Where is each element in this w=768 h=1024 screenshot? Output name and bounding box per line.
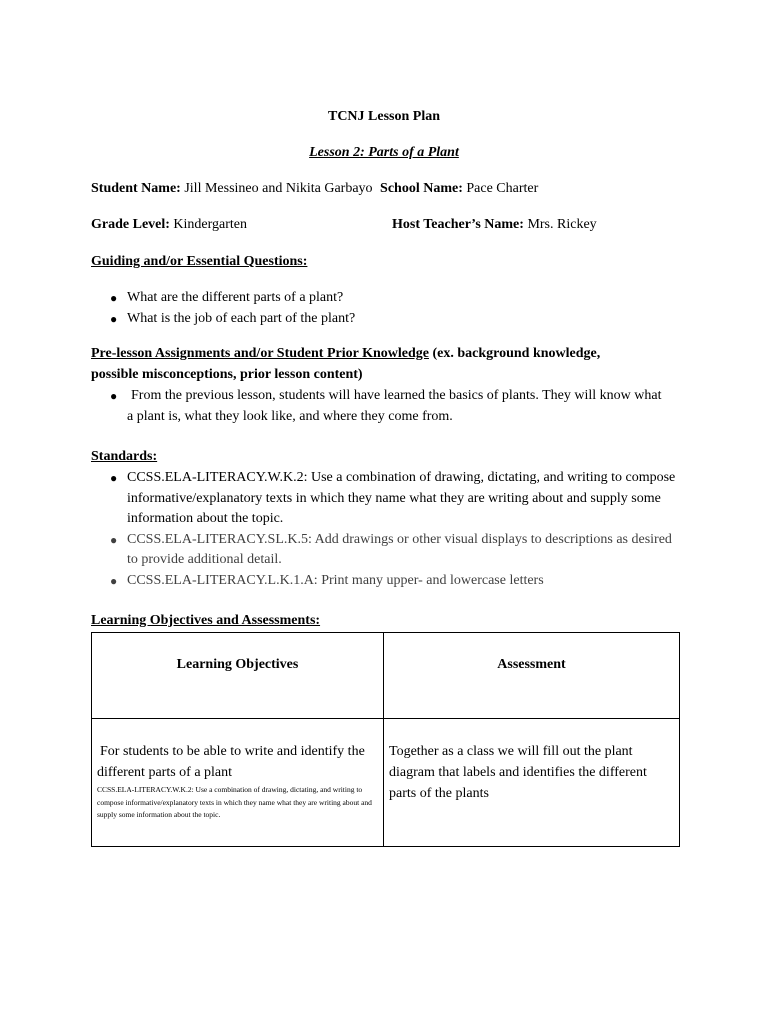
bullet-icon: ● xyxy=(110,311,118,326)
objective-standard-text: CCSS.ELA-LITERACY.W.K.2: Use a combination of drawing, dictating, and writing to compose informative/explanatory texts in which they name what they are writing about and supply some information about the topic. xyxy=(97,785,372,819)
guiding-questions-list xyxy=(110,288,710,329)
list-item: ● CCSS.ELA-LITERACY.W.K.2: Use a combination of drawing, dictating, and writing to compose informative/explanatory texts in which they name what they are writing about and supply some information about the topic. xyxy=(110,470,676,526)
standards-heading: Standards: xyxy=(91,449,158,464)
grade-level-line xyxy=(91,217,247,233)
list-item: ● CCSS.ELA-LITERACY.SL.K.5: Add drawings or other visual displays to descriptions as desired to provide additional detail. xyxy=(110,531,672,567)
bullet-icon: ● xyxy=(110,471,118,485)
objectives-heading: Learning Objectives and Assessments: xyxy=(91,613,321,628)
bullet-icon: ● xyxy=(110,389,118,403)
prelesson-list xyxy=(110,386,670,427)
document-title: TCNJ Lesson Plan xyxy=(327,109,441,124)
objective-text: For students to be able to write and identify the different parts of a plant xyxy=(97,744,365,780)
list-item: ● What is the job of each part of the plant? xyxy=(110,309,710,330)
table-header-row xyxy=(92,633,680,719)
student-name-value: Jill Messineo and Nikita Garbayo xyxy=(184,181,373,196)
grade-level-label: Grade Level: xyxy=(91,217,170,232)
host-teacher-line xyxy=(392,217,597,233)
school-name-value: Pace Charter xyxy=(466,181,539,196)
bullet-icon: ● xyxy=(110,291,118,305)
objective-cell xyxy=(92,719,384,847)
school-name-label: School Name: xyxy=(380,181,463,196)
bullet-icon: ● xyxy=(110,532,118,547)
guiding-questions-heading: Guiding and/or Essential Questions: xyxy=(91,254,308,269)
assessment-cell: Together as a class we will fill out the plant diagram that labels and identifies the different parts of the plants xyxy=(384,719,680,847)
list-item: ● CCSS.ELA-LITERACY.L.K.1.A: Print many upper- and lowercase letters xyxy=(110,571,680,592)
objectives-table xyxy=(91,632,680,847)
lesson-title: Lesson 2: Parts of a Plant xyxy=(309,145,459,160)
bullet-icon: ● xyxy=(110,573,118,588)
prelesson-heading-line2: possible misconceptions, prior lesson content) xyxy=(91,367,363,382)
objectives-column-header: Learning Objectives xyxy=(92,633,384,719)
student-school-line xyxy=(91,181,538,197)
host-teacher-value: Mrs. Rickey xyxy=(527,217,597,232)
table-row xyxy=(92,719,680,847)
host-teacher-label: Host Teacher’s Name: xyxy=(392,217,524,232)
standards-list xyxy=(110,468,680,591)
prelesson-heading: Pre-lesson Assignments and/or Student Prior Knowledge (ex. background knowledge, xyxy=(91,346,601,361)
student-name-label: Student Name: xyxy=(91,181,181,196)
list-item: ● What are the different parts of a plant? xyxy=(110,288,710,309)
assessment-column-header: Assessment xyxy=(384,633,680,719)
grade-level-value: Kindergarten xyxy=(173,217,248,232)
list-item: ● From the previous lesson, students will have learned the basics of plants. They will know what a plant is, what they look like, and where they come from. xyxy=(110,388,662,424)
